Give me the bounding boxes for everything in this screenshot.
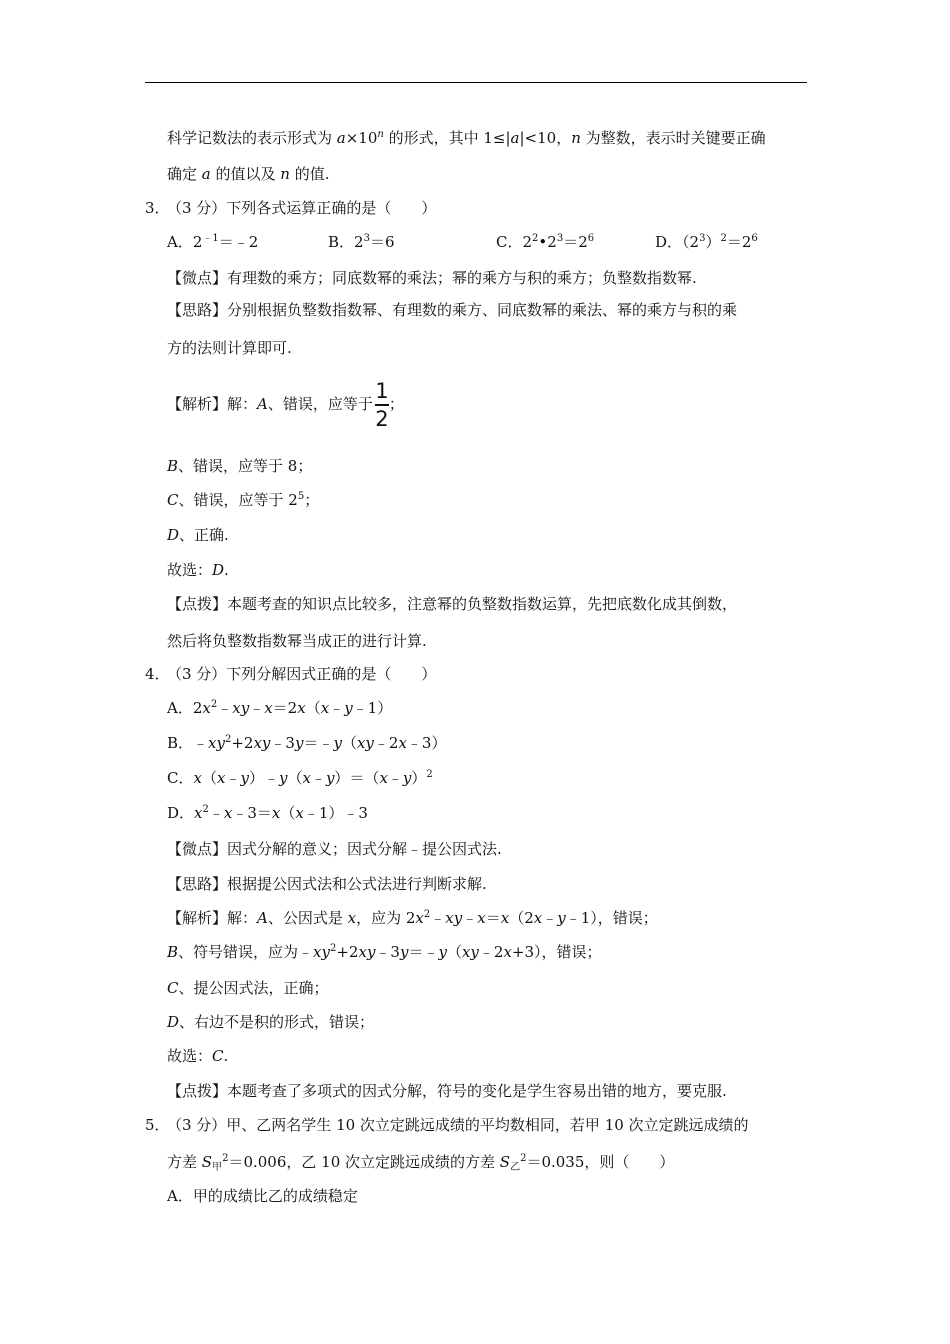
q3-silu-line-1: 【思路】分别根据负整数指数幂、有理数的乘方、同底数幂的乘法、幂的乘方与积的乘 bbox=[167, 301, 738, 319]
q3-weidian: 【微点】有理数的乘方；同底数幂的乘法；幂的乘方与积的乘方；负整数指数幂. bbox=[167, 269, 697, 287]
intro-line-2: 确定 a 的值以及 n 的值. bbox=[167, 165, 330, 183]
intro-line-1: 科学记数法的表示形式为 $a\times 10^n$ 的形式，其中 1≤|a|<10，n 为整数，表示时关键要正确 bbox=[167, 129, 766, 147]
q4-option-d: D．$x^2﹣x﹣3=x(x﹣1)﹣3$ bbox=[167, 804, 368, 822]
q3-dianbo-line-1: 【点拨】本题考查的知识点比较多，注意幂的负整数指数运算，先把底数化成其倒数， bbox=[167, 595, 738, 613]
question-4-stem: （3 分）下列分解因式正确的是（ ） bbox=[167, 665, 437, 683]
q3-silu-line-2: 方的法则计算即可. bbox=[167, 339, 292, 357]
q3-option-d: D．$(2^3)^2=2^6$ bbox=[655, 233, 758, 251]
fraction-one-half: $\frac{1}{2}$ bbox=[375, 379, 389, 431]
question-3-stem: （3 分）下列各式运算正确的是（ ） bbox=[167, 199, 437, 217]
q3-dianbo-line-2: 然后将负整数指数幂当成正的进行计算. bbox=[167, 632, 427, 650]
question-5-line-2: 方差 $S_甲^2=0.006$，乙 10 次立定跳远成绩的方差 $S_乙^2=0.035$，则（ ） bbox=[167, 1153, 675, 1173]
q4-option-c: C．x（x﹣y）﹣y（x﹣y）＝（x﹣y）$^2$ bbox=[167, 769, 433, 787]
question-4-number: 4． bbox=[145, 665, 170, 683]
question-5-number: 5． bbox=[145, 1116, 170, 1134]
header-rule bbox=[145, 82, 807, 83]
q4-option-b: B．$﹣xy^2+2xy﹣3y=﹣y(xy﹣2x﹣3)$ bbox=[167, 734, 447, 752]
q4-weidian: 【微点】因式分解的意义；因式分解﹣提公因式法. bbox=[167, 840, 502, 858]
q4-option-a: A．$2x^2﹣xy﹣x=2x(x﹣y﹣1)$ bbox=[167, 699, 393, 717]
q5-option-a: A．甲的成绩比乙的成绩稳定 bbox=[167, 1187, 358, 1205]
q4-silu: 【思路】根据提公因式法和公式法进行判断求解. bbox=[167, 875, 487, 893]
q3-answer: 故选：D. bbox=[167, 561, 229, 579]
question-5-line-1: （3 分）甲、乙两名学生 10 次立定跳远成绩的平均数相同，若甲 10 次立定跳远成绩的 bbox=[167, 1116, 749, 1134]
q4-jiexi: 【解析】解：A、公因式是 x，应为 $2x^2﹣xy﹣x=x(2x﹣y﹣1)$，错误； bbox=[167, 909, 658, 927]
q3-option-c: C．$2^2•2^3=2^6$ bbox=[496, 233, 595, 251]
q4-jiexi-b: B、符号错误，应为$﹣xy^2+2xy﹣3y=﹣y(xy﹣2x+3)$，错误； bbox=[167, 943, 602, 961]
q4-jiexi-d: D、右边不是积的形式，错误； bbox=[167, 1013, 375, 1031]
q4-answer: 故选：C. bbox=[167, 1047, 229, 1065]
q3-jiexi: 【解析】解：A、错误，应等于$\frac{1}{2}$； bbox=[167, 379, 404, 431]
q3-option-b: B．$2^3=6$ bbox=[328, 233, 395, 251]
question-3-number: 3． bbox=[145, 199, 170, 217]
q4-dianbo: 【点拨】本题考查了多项式的因式分解，符号的变化是学生容易出错的地方，要克服. bbox=[167, 1082, 727, 1100]
q4-jiexi-c: C、提公因式法，正确； bbox=[167, 979, 329, 997]
q3-jiexi-b: B、错误，应等于 8； bbox=[167, 457, 313, 475]
q3-option-a: A．$2^{﹣1}=﹣2$ bbox=[167, 233, 259, 251]
q3-jiexi-d: D、正确. bbox=[167, 526, 229, 544]
q3-jiexi-c: C、错误，应等于 $2^5$； bbox=[167, 491, 320, 509]
